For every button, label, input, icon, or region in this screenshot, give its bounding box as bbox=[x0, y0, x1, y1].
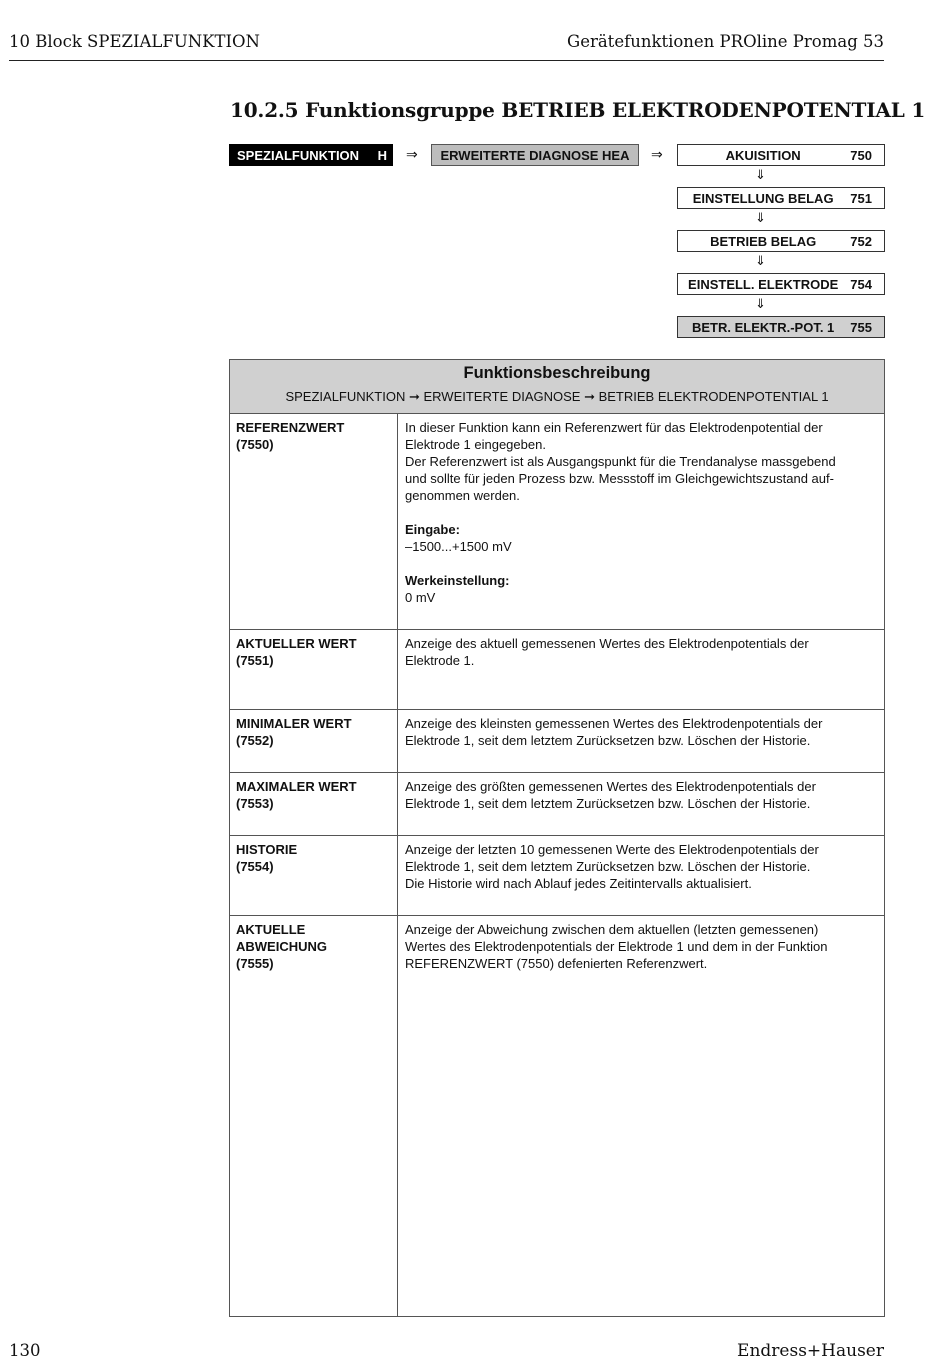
function-code: (7555) bbox=[236, 956, 274, 971]
function-code: (7554) bbox=[236, 859, 274, 874]
nav-group-box bbox=[431, 144, 639, 166]
description-line: Elektrode 1, seit dem letztem Zurücksetzen bzw. Löschen der Historie. bbox=[405, 859, 811, 874]
nav-item-label: BETR. ELEKTR.-POT. 1 bbox=[692, 319, 835, 335]
function-description-table bbox=[229, 359, 885, 1317]
description-line: Elektrode 1. bbox=[405, 653, 475, 668]
function-name: HISTORIE bbox=[236, 842, 298, 857]
description-line: Wertes des Elektrodenpotentials der Elektrode 1 und dem in der Funktion bbox=[405, 939, 828, 954]
table-body bbox=[230, 414, 884, 1316]
arrow-down-icon: ⇓ bbox=[755, 296, 766, 311]
nav-block-code: H bbox=[377, 147, 387, 163]
table-row bbox=[230, 630, 884, 710]
input-value: –1500...+1500 mV bbox=[405, 539, 512, 554]
nav-item-code: 750 bbox=[850, 147, 872, 163]
description-line: In dieser Funktion kann ein Referenzwert für das Elektrodenpotential der bbox=[405, 420, 823, 435]
header-chapter: 10 Block SPEZIALFUNKTION bbox=[9, 32, 260, 51]
function-code: (7553) bbox=[236, 796, 274, 811]
function-name-cell bbox=[230, 710, 398, 772]
nav-block-box bbox=[229, 144, 393, 166]
table-path: SPEZIALFUNKTION ➞ ERWEITERTE DIAGNOSE ➞ BETRIEB ELEKTRODENPOTENTIAL 1 bbox=[285, 389, 829, 404]
function-name: ABWEICHUNG bbox=[236, 939, 327, 954]
description-line: Anzeige der letzten 10 gemessenen Werte des Elektrodenpotentials der bbox=[405, 842, 819, 857]
nav-item-betrieb-belag bbox=[677, 230, 885, 252]
section-title: 10.2.5 Funktionsgruppe BETRIEB ELEKTRODENPOTENTIAL 1 bbox=[230, 98, 926, 122]
nav-item-code: 754 bbox=[850, 276, 872, 292]
nav-group-label: ERWEITERTE DIAGNOSE HEA bbox=[440, 147, 630, 163]
description-line: und sollte für jeden Prozess bzw. Messstoff im Gleichgewichtszustand auf- bbox=[405, 471, 834, 486]
function-description-cell bbox=[398, 710, 884, 772]
description-line: Elektrode 1, seit dem letztem Zurücksetzen bzw. Löschen der Historie. bbox=[405, 733, 811, 748]
description-line: Der Referenzwert ist als Ausgangspunkt für die Trendanalyse massgebend bbox=[405, 454, 836, 469]
function-description-cell bbox=[398, 773, 884, 835]
function-name: MINIMALER WERT bbox=[236, 716, 352, 731]
description-line: Die Historie wird nach Ablauf jedes Zeitintervalls aktualisiert. bbox=[405, 876, 752, 891]
function-code: (7550) bbox=[236, 437, 274, 452]
function-name: AKTUELLER WERT bbox=[236, 636, 357, 651]
function-name: AKTUELLE bbox=[236, 922, 306, 937]
nav-item-label: AKUISITION bbox=[725, 147, 801, 163]
arrow-right-icon: ⇒ bbox=[406, 146, 418, 162]
function-name-cell bbox=[230, 630, 398, 709]
nav-item-code: 751 bbox=[850, 190, 872, 206]
table-row bbox=[230, 916, 884, 1316]
nav-item-einstell-elektrode bbox=[677, 273, 885, 295]
input-label: Eingabe: bbox=[405, 522, 460, 537]
header-document-title: Gerätefunktionen PROline Promag 53 bbox=[567, 32, 884, 51]
arrow-down-icon: ⇓ bbox=[755, 210, 766, 225]
arrow-down-icon: ⇓ bbox=[755, 167, 766, 182]
nav-item-betr-elektr-pot-1 bbox=[677, 316, 885, 338]
nav-item-label: EINSTELL. ELEKTRODE bbox=[688, 276, 839, 292]
brand-logo: Endress+Hauser bbox=[737, 1341, 884, 1361]
arrow-down-icon: ⇓ bbox=[755, 253, 766, 268]
description-line: REFERENZWERT (7550) defenierten Referenzwert. bbox=[405, 956, 708, 971]
description-line: Anzeige des aktuell gemessenen Wertes des Elektrodenpotentials der bbox=[405, 636, 809, 651]
table-row bbox=[230, 836, 884, 916]
nav-item-label: EINSTELLUNG BELAG bbox=[692, 190, 834, 206]
function-description-cell bbox=[398, 916, 884, 1316]
nav-item-akuisition bbox=[677, 144, 885, 166]
table-row bbox=[230, 414, 884, 630]
function-code: (7552) bbox=[236, 733, 274, 748]
function-name: REFERENZWERT bbox=[236, 420, 345, 435]
description-line: Anzeige der Abweichung zwischen dem aktuellen (letzten gemessenen) bbox=[405, 922, 819, 937]
description-line: genommen werden. bbox=[405, 488, 520, 503]
function-code: (7551) bbox=[236, 653, 274, 668]
header-rule bbox=[9, 60, 884, 61]
description-line: Elektrode 1 eingegeben. bbox=[405, 437, 546, 452]
function-name-cell bbox=[230, 414, 398, 629]
function-description-cell bbox=[398, 414, 884, 629]
function-name: MAXIMALER WERT bbox=[236, 779, 357, 794]
table-row bbox=[230, 710, 884, 773]
function-name-cell bbox=[230, 836, 398, 915]
nav-item-code: 755 bbox=[850, 319, 872, 335]
nav-block-label: SPEZIALFUNKTION bbox=[237, 147, 360, 163]
table-row bbox=[230, 773, 884, 836]
function-name-cell bbox=[230, 773, 398, 835]
function-description-cell bbox=[398, 630, 884, 709]
description-line: Anzeige des größten gemessenen Wertes des Elektrodenpotentials der bbox=[405, 779, 816, 794]
nav-item-einstellung-belag bbox=[677, 187, 885, 209]
description-line: Anzeige des kleinsten gemessenen Wertes des Elektrodenpotentials der bbox=[405, 716, 823, 731]
nav-item-label: BETRIEB BELAG bbox=[710, 233, 817, 249]
table-title: Funktionsbeschreibung bbox=[463, 364, 651, 382]
nav-item-code: 752 bbox=[850, 233, 872, 249]
table-header bbox=[230, 360, 884, 414]
default-value: 0 mV bbox=[405, 590, 436, 605]
description-line: Elektrode 1, seit dem letztem Zurücksetzen bzw. Löschen der Historie. bbox=[405, 796, 811, 811]
page-number: 130 bbox=[9, 1341, 41, 1360]
arrow-right-icon: ⇒ bbox=[651, 146, 663, 162]
default-label: Werkeinstellung: bbox=[405, 573, 510, 588]
function-name-cell bbox=[230, 916, 398, 1316]
function-description-cell bbox=[398, 836, 884, 915]
